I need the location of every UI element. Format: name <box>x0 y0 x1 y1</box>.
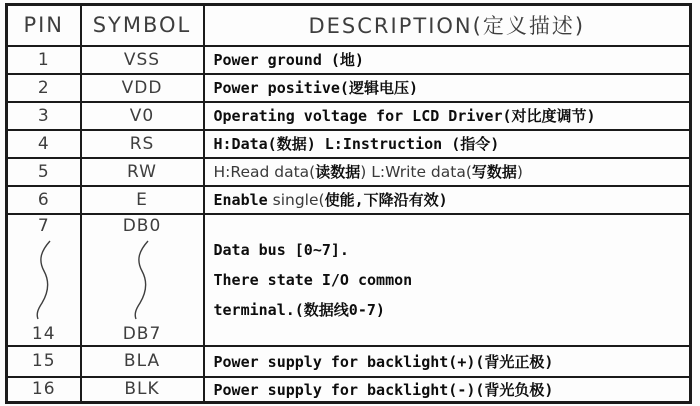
description-cell <box>204 130 691 158</box>
description-cell <box>204 46 691 74</box>
description-segment: single( <box>267 191 325 209</box>
table-row <box>7 158 691 186</box>
description-cell <box>204 214 691 346</box>
description-segment: Power positive(逻辑电压) <box>213 79 418 97</box>
table-row <box>7 186 691 214</box>
description-cell <box>204 102 691 130</box>
symbol-range-stack <box>82 215 203 345</box>
description-segment: Operating voltage for LCD Driver(对比度调节) <box>213 107 596 125</box>
symbol-cell: E <box>81 186 204 214</box>
pin-cell: 5 <box>7 158 81 186</box>
table-row <box>7 346 691 377</box>
description-segment: H:Read data( <box>213 163 316 181</box>
pin-range-top: 7 <box>37 215 50 236</box>
pin-cell: 16 <box>7 377 81 403</box>
squiggle-line-icon <box>131 240 153 320</box>
header-description: DESCRIPTION(定义描述) <box>204 5 691 46</box>
description-segment: ) L:Write data( <box>360 163 472 181</box>
description-cell <box>204 346 691 377</box>
description-line: There state I/O common <box>213 270 413 289</box>
header-symbol: SYMBOL <box>81 5 204 46</box>
pin-cell: 4 <box>7 130 81 158</box>
table-row <box>7 46 691 74</box>
description-line: terminal.(数据线0-7) <box>213 300 385 319</box>
symbol-cell: RW <box>81 158 204 186</box>
description-cell <box>204 377 691 403</box>
pin-range-stack <box>8 215 80 345</box>
description-segment: H:Data(数据) L:Instruction (指令) <box>213 135 500 153</box>
pin-cell: 1 <box>7 46 81 74</box>
description-segment: 使能,下降沿有效) <box>324 191 448 209</box>
description-segment: Enable <box>213 191 268 209</box>
table-row-pin-range <box>7 214 691 346</box>
description-segment: Power supply for backlight(-)(背光负极) <box>213 380 554 399</box>
pin-cell: 15 <box>7 346 81 377</box>
pin-range-cell <box>7 214 81 346</box>
description-segment: ) <box>516 163 523 181</box>
table-row <box>7 74 691 102</box>
description-segment: Power ground (地) <box>213 51 364 69</box>
header-pin: PIN <box>7 5 81 46</box>
symbol-cell: V0 <box>81 102 204 130</box>
symbol-range-cell <box>81 214 204 346</box>
description-segment: 写数据 <box>471 163 517 181</box>
description-cell <box>204 74 691 102</box>
description-multiline <box>205 235 690 325</box>
symbol-cell: BLK <box>81 377 204 403</box>
pin-cell: 2 <box>7 74 81 102</box>
symbol-cell: RS <box>81 130 204 158</box>
pin-definition-table <box>5 3 692 404</box>
symbol-cell: VSS <box>81 46 204 74</box>
description-segment: 读数据 <box>315 163 361 181</box>
pin-cell: 6 <box>7 186 81 214</box>
pin-cell: 3 <box>7 102 81 130</box>
table-row <box>7 130 691 158</box>
table-row <box>7 377 691 403</box>
description-cell <box>204 186 691 214</box>
symbol-cell: VDD <box>81 74 204 102</box>
description-line: Data bus [0~7]. <box>213 240 349 259</box>
symbol-range-bottom: DB7 <box>122 323 162 344</box>
description-segment: Power supply for backlight(+)(背光正极) <box>213 352 554 371</box>
symbol-cell: BLA <box>81 346 204 377</box>
description-cell <box>204 158 691 186</box>
symbol-range-top: DB0 <box>122 215 162 236</box>
table-row <box>7 102 691 130</box>
squiggle-line-icon <box>33 240 55 320</box>
pin-range-bottom: 14 <box>31 323 56 344</box>
header-row <box>7 5 691 46</box>
